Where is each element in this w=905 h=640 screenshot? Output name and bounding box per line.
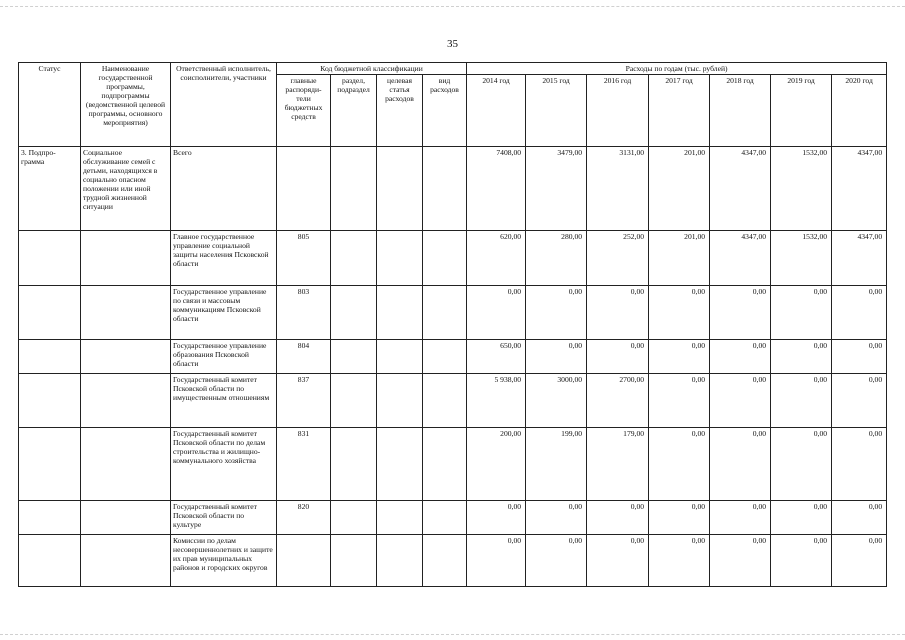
value-2017: 0,00 <box>649 501 710 535</box>
table-row <box>19 428 887 501</box>
value-2020: 0,00 <box>832 428 887 501</box>
header-year-2015: 2015 год <box>526 75 587 147</box>
value-2018: 4347,00 <box>710 231 771 286</box>
subprogram-status: 3. Подпро-грамма <box>19 147 81 231</box>
table-row <box>19 147 887 231</box>
header-code-main-manager: главные распоряди-тели бюджетных средств <box>277 75 331 147</box>
value-2020: 0,00 <box>832 340 887 374</box>
table-row <box>19 231 887 286</box>
header-year-2017: 2017 год <box>649 75 710 147</box>
value-2014: 7408,00 <box>467 147 526 231</box>
header-year-2019: 2019 год <box>771 75 832 147</box>
value-2019: 0,00 <box>771 501 832 535</box>
value-2020: 0,00 <box>832 374 887 428</box>
value-2018: 0,00 <box>710 286 771 340</box>
value-2015: 0,00 <box>526 501 587 535</box>
header-year-2018: 2018 год <box>710 75 771 147</box>
value-2019: 0,00 <box>771 340 832 374</box>
value-2015: 0,00 <box>526 535 587 587</box>
value-2016: 0,00 <box>587 535 649 587</box>
value-2014: 0,00 <box>467 535 526 587</box>
row-executor: Государственный комитет Псковской области по имущественным отношениям <box>171 374 277 428</box>
header-name: Наименование государственной программы, подпрограммы (ведомственной целевой программы, основного мероприятия) <box>81 63 171 147</box>
value-2019: 1532,00 <box>771 231 832 286</box>
header-budget-code: Код бюджетной классификации <box>277 63 467 75</box>
table-row <box>19 374 887 428</box>
value-2017: 0,00 <box>649 340 710 374</box>
header-code-type: вид расходов <box>423 75 467 147</box>
value-2016: 179,00 <box>587 428 649 501</box>
value-2014: 620,00 <box>467 231 526 286</box>
value-2019: 0,00 <box>771 428 832 501</box>
page-number: 35 <box>447 38 458 50</box>
value-2018: 0,00 <box>710 501 771 535</box>
row-code: 820 <box>277 501 331 535</box>
value-2019: 0,00 <box>771 535 832 587</box>
value-2014: 5 938,00 <box>467 374 526 428</box>
value-2018: 0,00 <box>710 428 771 501</box>
value-2016: 3131,00 <box>587 147 649 231</box>
value-2017: 0,00 <box>649 374 710 428</box>
value-2019: 1532,00 <box>771 147 832 231</box>
row-executor: Государственное управление по связи и массовым коммуникациям Псковской области <box>171 286 277 340</box>
row-executor: Государственный комитет Псковской области по культуре <box>171 501 277 535</box>
header-year-2016: 2016 год <box>587 75 649 147</box>
value-2020: 4347,00 <box>832 147 887 231</box>
value-2019: 0,00 <box>771 374 832 428</box>
value-2016: 0,00 <box>587 340 649 374</box>
row-executor: Главное государственное управление социальной защиты населения Псковской области <box>171 231 277 286</box>
value-2015: 199,00 <box>526 428 587 501</box>
row-code: 803 <box>277 286 331 340</box>
value-2016: 0,00 <box>587 286 649 340</box>
value-2015: 3000,00 <box>526 374 587 428</box>
value-2014: 200,00 <box>467 428 526 501</box>
value-2017: 0,00 <box>649 286 710 340</box>
value-2019: 0,00 <box>771 286 832 340</box>
row-code: 837 <box>277 374 331 428</box>
value-2016: 2700,00 <box>587 374 649 428</box>
header-year-2020: 2020 год <box>832 75 887 147</box>
value-2018: 0,00 <box>710 535 771 587</box>
header-status: Статус <box>19 63 81 147</box>
value-2018: 4347,00 <box>710 147 771 231</box>
value-2017: 0,00 <box>649 535 710 587</box>
header-code-target: целевая статья расходов <box>377 75 423 147</box>
value-2018: 0,00 <box>710 340 771 374</box>
value-2015: 0,00 <box>526 286 587 340</box>
row-code <box>277 535 331 587</box>
header-expenses: Расходы по годам (тыс. рублей) <box>467 63 887 75</box>
row-code: 831 <box>277 428 331 501</box>
row-code: 804 <box>277 340 331 374</box>
value-2016: 252,00 <box>587 231 649 286</box>
value-2020: 0,00 <box>832 535 887 587</box>
value-2014: 650,00 <box>467 340 526 374</box>
subprogram-name: Социальное обслуживание семей с детьми, находящихся в социально опасном положении или иной трудной жизненной ситуации <box>81 147 171 231</box>
value-2015: 3479,00 <box>526 147 587 231</box>
budget-table <box>18 62 887 587</box>
value-2016: 0,00 <box>587 501 649 535</box>
scan-edge-top <box>0 6 905 7</box>
value-2015: 280,00 <box>526 231 587 286</box>
row-code <box>277 147 331 231</box>
value-2017: 0,00 <box>649 428 710 501</box>
value-2014: 0,00 <box>467 501 526 535</box>
header-executor: Ответственный исполнитель, соисполнители, участники <box>171 63 277 147</box>
row-code: 805 <box>277 231 331 286</box>
row-executor: Всего <box>171 147 277 231</box>
table-row <box>19 535 887 587</box>
value-2020: 0,00 <box>832 501 887 535</box>
value-2014: 0,00 <box>467 286 526 340</box>
value-2017: 201,00 <box>649 231 710 286</box>
scan-edge-bottom <box>0 634 905 635</box>
table-row <box>19 286 887 340</box>
table-row <box>19 501 887 535</box>
value-2017: 201,00 <box>649 147 710 231</box>
row-executor: Государственный комитет Псковской области по делам строительства и жилищно-коммунального хозяйства <box>171 428 277 501</box>
value-2020: 0,00 <box>832 286 887 340</box>
row-executor: Государственное управление образования Псковской области <box>171 340 277 374</box>
value-2015: 0,00 <box>526 340 587 374</box>
header-code-section: раздел, подраздел <box>331 75 377 147</box>
value-2018: 0,00 <box>710 374 771 428</box>
header-year-2014: 2014 год <box>467 75 526 147</box>
row-executor: Комиссии по делам несовершеннолетних и защите их прав муниципальных районов и городских округов <box>171 535 277 587</box>
value-2020: 4347,00 <box>832 231 887 286</box>
table-row <box>19 340 887 374</box>
